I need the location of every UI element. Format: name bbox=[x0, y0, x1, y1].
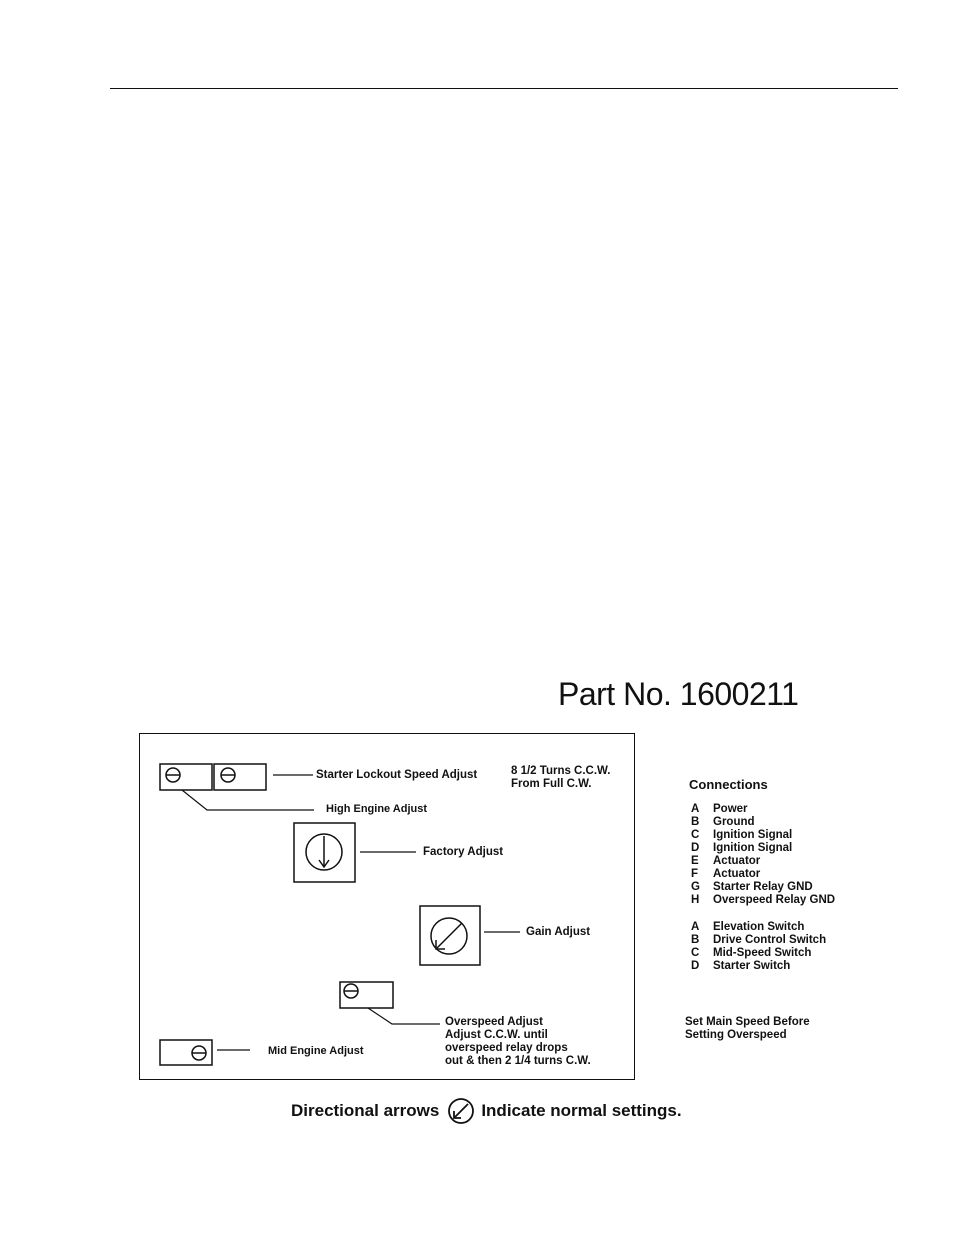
list-item: E Actuator bbox=[691, 855, 761, 867]
overspeed-label: Overspeed Adjust Adjust C.C.W. until overspeed relay drops out & then 2 1/4 turns C.W. bbox=[445, 1016, 591, 1067]
list-item: A Power bbox=[691, 803, 748, 815]
directional-arrow-icon bbox=[447, 1097, 475, 1125]
list-item: B Ground bbox=[691, 816, 755, 828]
list-item: F Actuator bbox=[691, 868, 761, 880]
overspeed-note: Set Main Speed Before Setting Overspeed bbox=[685, 1016, 810, 1041]
starter-lockout-note: 8 1/2 Turns C.C.W. From Full C.W. bbox=[511, 765, 611, 790]
list-item: G Starter Relay GND bbox=[691, 881, 813, 893]
list-item: A Elevation Switch bbox=[691, 921, 805, 933]
gain-adjust-label: Gain Adjust bbox=[526, 926, 591, 938]
list-item: D Starter Switch bbox=[691, 960, 791, 972]
footer-text-after: Indicate normal settings. bbox=[481, 1101, 682, 1120]
footer-caption bbox=[291, 1097, 682, 1125]
footer-text-before: Directional arrows bbox=[291, 1101, 440, 1120]
mid-engine-label: Mid Engine Adjust bbox=[268, 1045, 364, 1057]
list-item: D Ignition Signal bbox=[691, 842, 793, 854]
starter-lockout-label: Starter Lockout Speed Adjust bbox=[316, 769, 478, 781]
list-item: B Drive Control Switch bbox=[691, 934, 827, 946]
high-engine-label: High Engine Adjust bbox=[326, 803, 428, 815]
factory-adjust-label: Factory Adjust bbox=[423, 846, 504, 858]
list-item: H Overspeed Relay GND bbox=[691, 894, 836, 906]
connections-title: Connections bbox=[689, 777, 768, 792]
list-item: C Ignition Signal bbox=[691, 829, 793, 841]
list-item: C Mid-Speed Switch bbox=[691, 947, 812, 959]
part-number: Part No. 1600211 bbox=[558, 676, 799, 712]
